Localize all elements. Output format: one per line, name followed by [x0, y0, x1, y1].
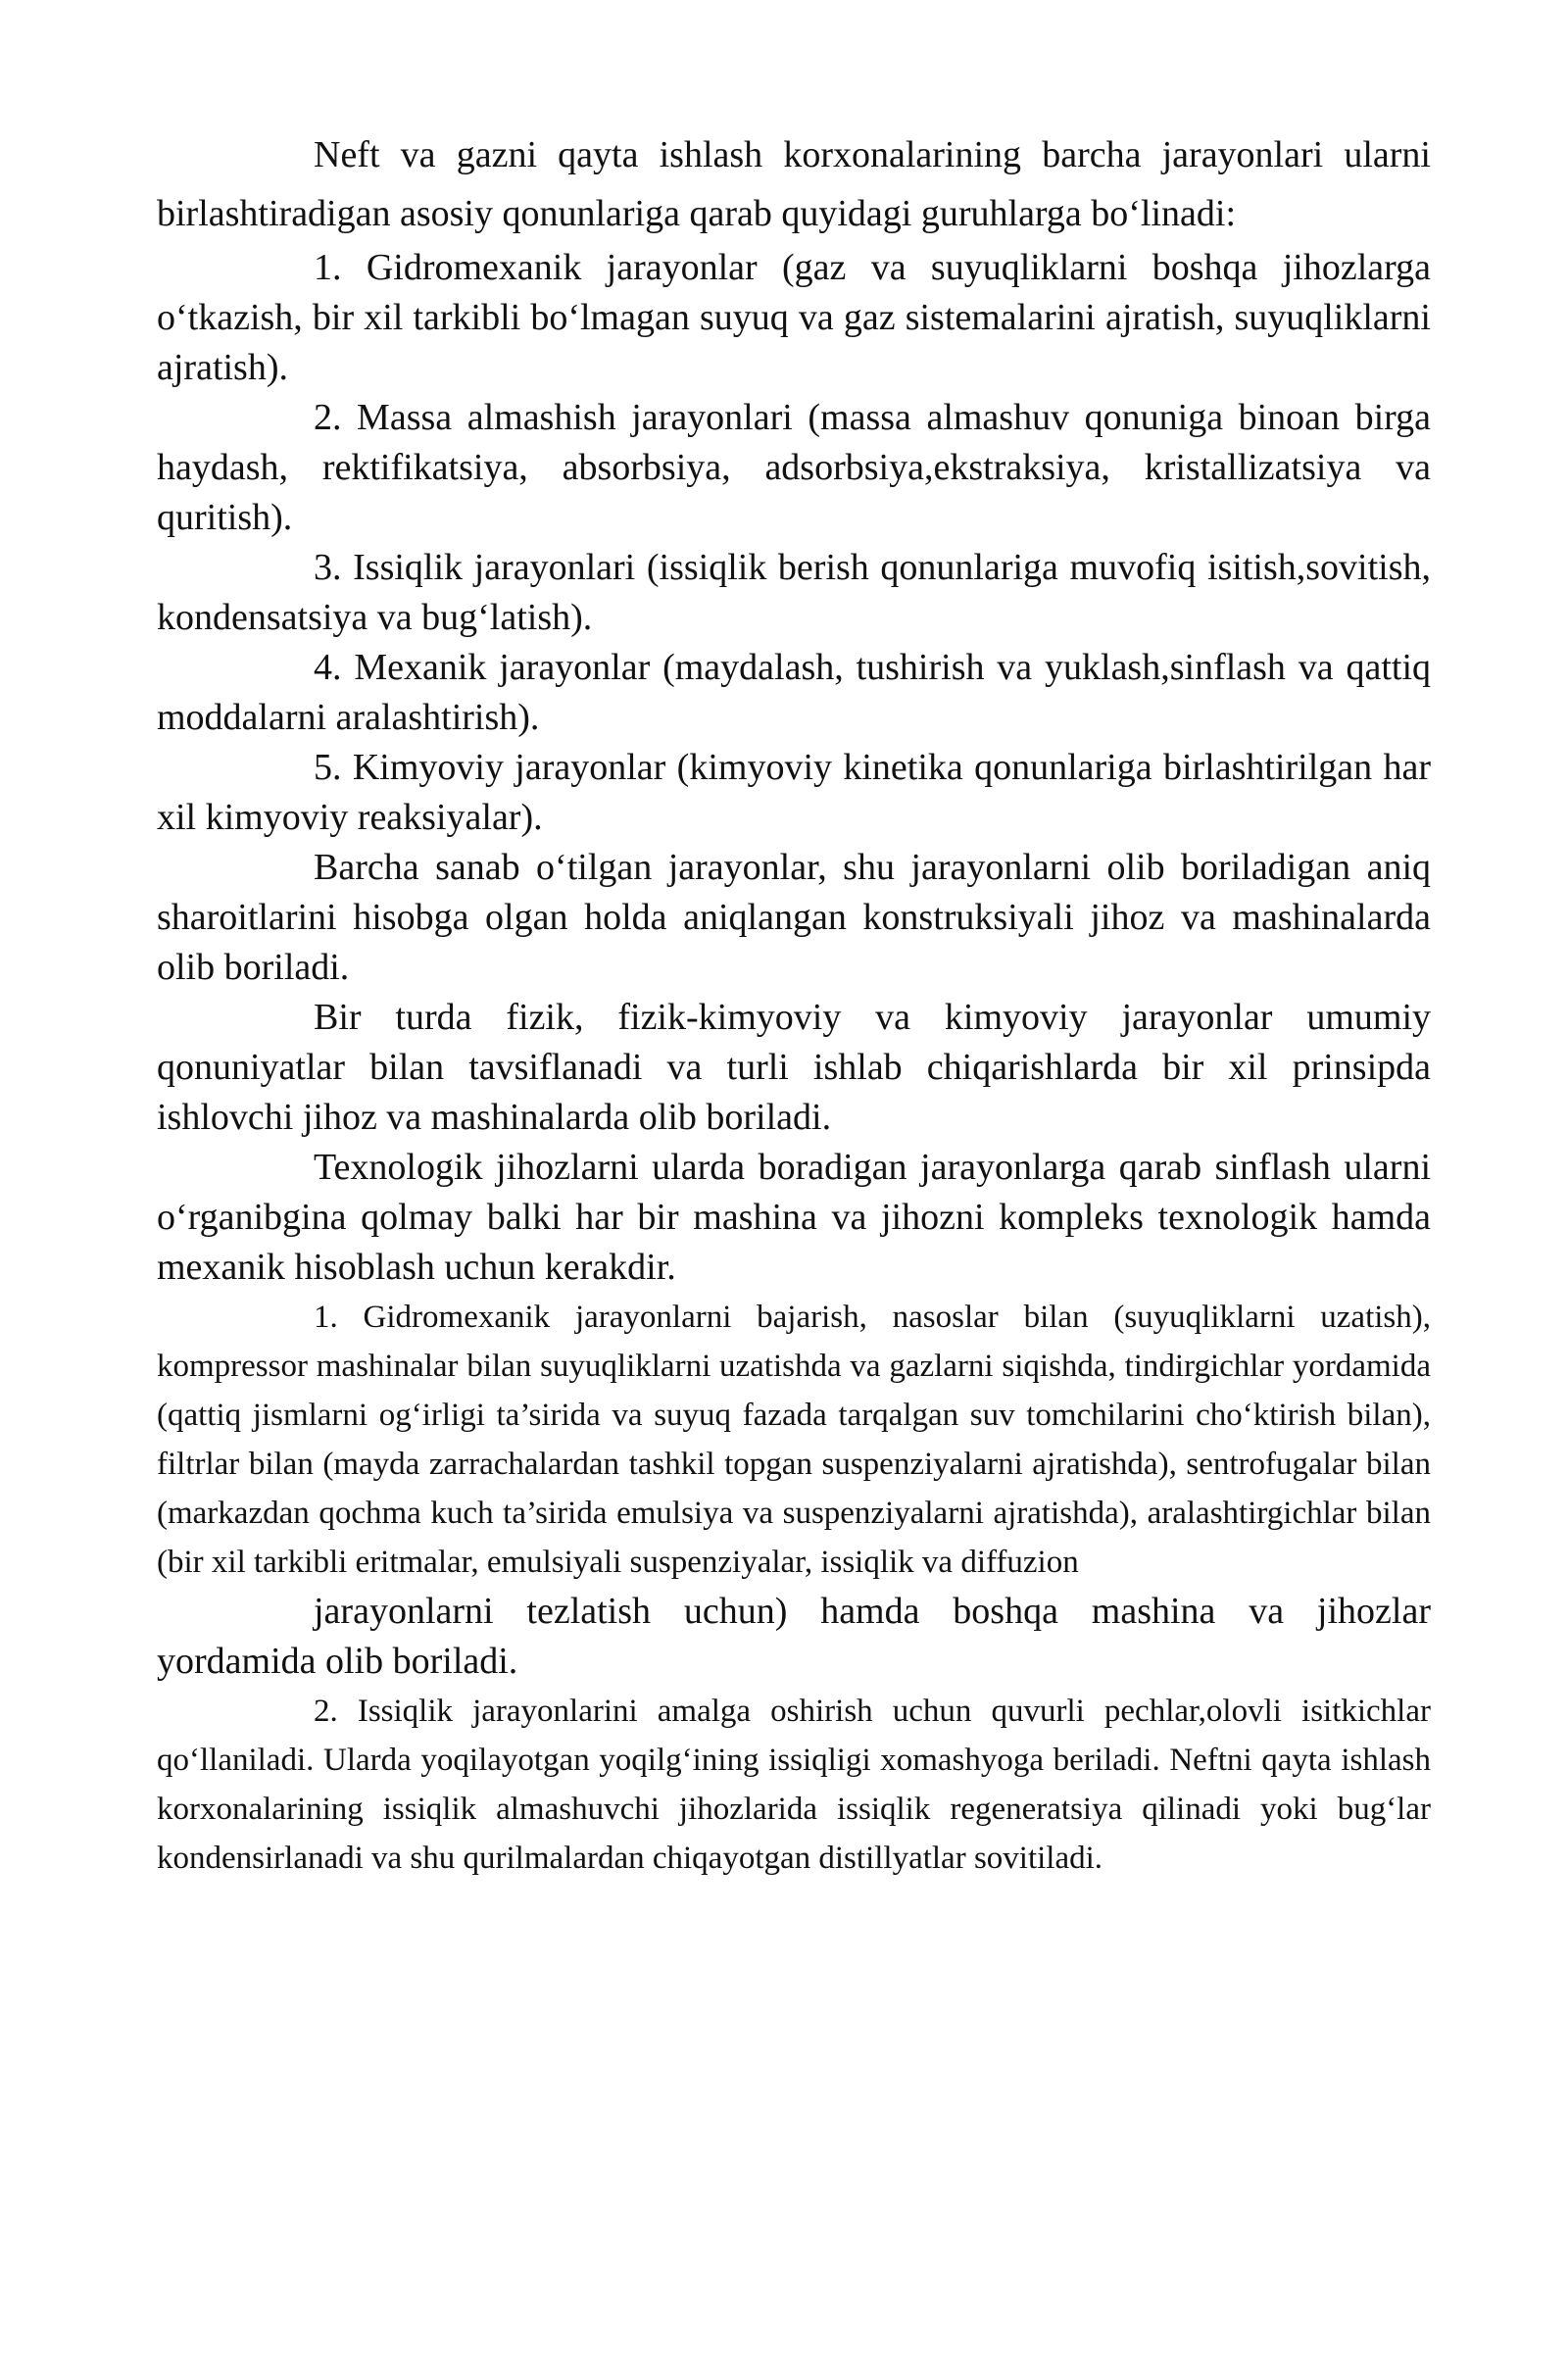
paragraph-item-1-gidromexanik: 1. Gidromexanik jarayonlar (gaz va suyuqliklarni boshqa jihozlarga o‘tkazish, bir xil tarkibli bo‘lmagan suyuq va gaz sistemalarini ajratish, suyuqliklarni ajratish).: [157, 247, 1431, 388]
paragraph-intro: Neft va gazni qayta ishlash korxonalarining barcha jarayonlari ularni birlashtiradigan asosiy qonunlariga qarab quyidagi guruhlarga bo‘linadi:: [157, 134, 1431, 234]
paragraph-issiqlik-detail: 2. Issiqlik jarayonlarini amalga oshirish uchun quvurli pechlar,olovli isitkichlar qo‘llaniladi. Ularda yoqilayotgan yoqilg‘ining issiqligi xomashyoga beriladi. Neftni qayta ishlash korxonalarining issiqlik almashuvchi jihozlarida issiqlik regeneratsiya qilinadi yoki bug‘lar kondensirlanadi va shu qurilmalardan chiqayotgan distillyatlar sovitiladi.: [157, 1694, 1431, 1876]
paragraph-gidromexanik-detail: 1. Gidromexanik jarayonlarni bajarish, nasoslar bilan (suyuqliklarni uzatish), kompressor mashinalar bilan suyuqliklarni uzatishda va gazlarni siqishda, tindirgichlar yordamida (qattiq jismlarni og‘irligi ta’sirida va suyuq fazada tarqalgan suv tomchilarini cho‘ktirish bilan), filtrlar bilan (mayda zarrachalardan tashkil topgan suspenziyalarni ajratishda), sentrofugalar bilan (markazdan qochma kuch ta’sirida emulsiya va suspenziyalarni ajratishda), aralashtirgichlar bilan (bir xil tarkibli eritmalar, emulsiyali suspenziyalar, issiqlik va diffuzion: [157, 1300, 1431, 1580]
paragraph-texnologik: Texnologik jihozlarni ularda boradigan jarayonlarga qarab sinflash ularni o‘rganibgina qolmay balki har bir mashina va jihozni kompleks texnologik hamda mexanik hisoblash uchun kerakdir.: [157, 1147, 1431, 1288]
paragraph-item-3-issiqlik: 3. Issiqlik jarayonlari (issiqlik berish qonunlariga muvofiq isitish,sovitish, kondensatsiya va bug‘latish).: [157, 547, 1431, 638]
paragraph-gidromexanik-continued: jarayonlarni tezlatish uchun) hamda boshqa mashina va jihozlar yordamida olib boriladi.: [157, 1591, 1431, 1682]
paragraph-item-4-mexanik: 4. Mexanik jarayonlar (maydalash, tushirish va yuklash,sinflash va qattiq moddalarni aralashtirish).: [157, 647, 1431, 738]
paragraph-item-2-massa: 2. Massa almashish jarayonlari (massa almashuv qonuniga binoan birga haydash, rektifikatsiya, absorbsiya, adsorbsiya,ekstraksiya, kristallizatsiya va quritish).: [157, 397, 1431, 538]
paragraph-item-5-kimyoviy: 5. Kimyoviy jarayonlar (kimyoviy kinetika qonunlariga birlashtirilgan har xil kimyoviy reaksiyalar).: [157, 747, 1431, 838]
paragraph-barcha: Barcha sanab o‘tilgan jarayonlar, shu jarayonlarni olib boriladigan aniq sharoitlarini hisobga olgan holda aniqlangan konstruksiyali jihoz va mashinalarda olib boriladi.: [157, 847, 1431, 988]
document-page: [157, 125, 1431, 1883]
paragraph-bir-turda: Bir turda fizik, fizik-kimyoviy va kimyoviy jarayonlar umumiy qonuniyatlar bilan tavsiflanadi va turli ishlab chiqarishlarda bir xil prinsipda ishlovchi jihoz va mashinalarda olib boriladi.: [157, 997, 1431, 1138]
